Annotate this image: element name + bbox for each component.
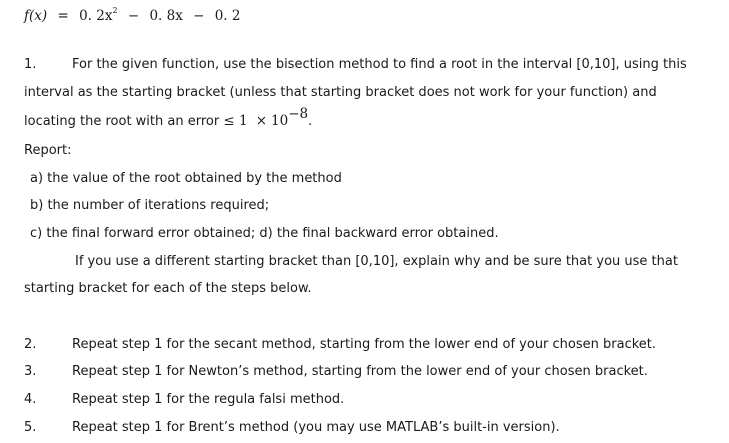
step-5-number: 5.	[24, 420, 37, 435]
step-3-number: 3.	[24, 364, 37, 379]
step-5-text: Repeat step 1 for Brent’s method (you may use MATLAB’s built-in version).	[72, 420, 560, 435]
formula-lhs: f(x)	[24, 8, 48, 24]
formula-minus-1: −	[127, 8, 140, 24]
error-exponent: −8	[288, 106, 309, 122]
formula-minus-2: −	[193, 8, 205, 24]
bracket-note-line-2: starting bracket for each of the steps below.	[24, 281, 312, 296]
step-1-line-1: For the given function, use the bisection method to find a root in the interval [0,10], using this	[72, 57, 687, 72]
step-1-line-2: interval as the starting bracket (unless that starting bracket does not work for your function) and	[24, 85, 657, 100]
step-4-number: 4.	[24, 392, 37, 407]
error-leq: ≤ 1	[223, 113, 248, 129]
step-2-text: Repeat step 1 for the secant method, starting from the lower end of your chosen bracket.	[72, 337, 657, 352]
step-2-number: 2.	[24, 337, 37, 352]
error-text: locating the root with an error	[24, 114, 224, 129]
formula-term1-exponent: 2	[112, 6, 118, 15]
formula-equals: =	[57, 8, 69, 24]
report-item-a: a) the value of the root obtained by the method	[30, 171, 342, 186]
error-period: .	[308, 114, 313, 129]
error-base: 10	[271, 113, 289, 129]
report-label: Report:	[24, 143, 72, 158]
step-3-text: Repeat step 1 for Newton’s method, starting from the lower end of your chosen bracket.	[72, 364, 648, 379]
formula-term3: 0. 2	[214, 8, 241, 24]
step-4-text: Repeat step 1 for the regula falsi method.	[72, 392, 345, 407]
error-times: ×	[255, 113, 267, 129]
formula-term2: 0. 8x	[149, 8, 183, 24]
report-item-b: b) the number of iterations required;	[30, 198, 270, 213]
formula-term1: 0. 2x	[79, 8, 113, 24]
bracket-note-line-1: If you use a different starting bracket than [0,10], explain why and be sure that you use that	[75, 254, 678, 269]
report-item-cd: c) the final forward error obtained; d) the final backward error obtained.	[30, 226, 499, 241]
step-1-line-3	[24, 106, 313, 129]
step-1-number: 1.	[24, 57, 37, 72]
function-formula	[24, 8, 240, 24]
